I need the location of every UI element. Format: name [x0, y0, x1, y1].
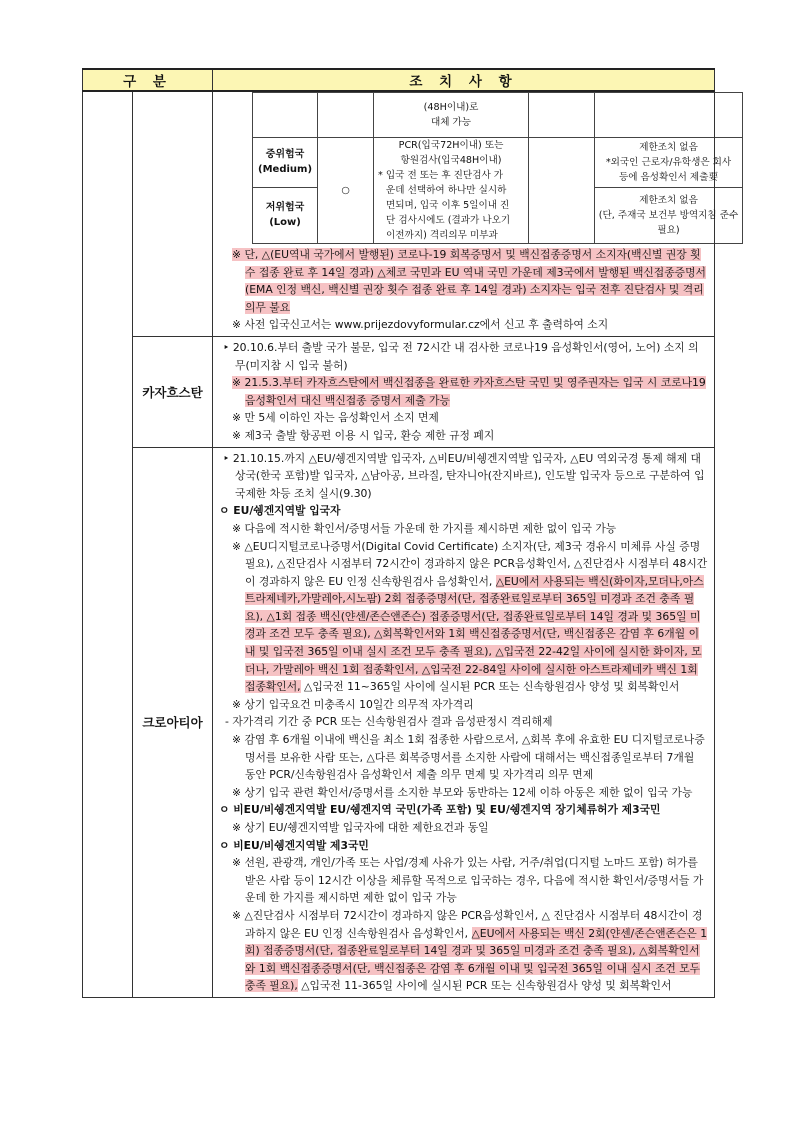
kazakhstan-name: 카자흐스탄 — [133, 336, 213, 447]
croatia-sec2-title: ㅇ 비EU/비쉥겐지역발 EU/쉥겐지역 국민(가족 포함) 및 EU/쉥겐지역 장기체류허가 제3국민 — [219, 803, 661, 817]
kazakhstan-content — [213, 336, 715, 447]
czech-note-1: ※ 단, △(EU역내 국가에서 발행된) 코로나-19 회복증명서 및 백신접종증명서 소지자(백신별 권장 횟수 접종 완료 후 14일 경과) △체코 국민과 EU 역내 국민 가운데 제3국에서 발행된 백신접종증명서(EMA 인정 백신, 백신별 권장 횟수 접종 완료 후 14일 경과) 소지자는 입국 전후 진단검사 및 격리의무 불요 — [232, 248, 706, 314]
risk-row-high — [253, 93, 743, 138]
risk-table — [252, 92, 743, 244]
header-measures: 조 치 사 항 — [213, 69, 715, 91]
croatia-content — [213, 447, 715, 997]
croatia-sec1-note-3-sub: - 자가격리 기간 중 PCR 또는 신속항원검사 결과 음성판정시 격리해제 — [225, 715, 553, 729]
low-risk-label: 저위험국 (Low) — [253, 187, 318, 243]
risk-row-medium — [253, 138, 743, 188]
croatia-name: 크로아티아 — [133, 447, 213, 997]
medium-risk-label: 중위험국 (Medium) — [253, 138, 318, 188]
croatia-intro: ‣ 21.10.15.까지 △EU/쉥겐지역발 입국자, △비EU/비쉥겐지역발 입국자, △EU 역외국경 통제 해제 대상국(한국 포함)발 입국자, △남아공, 브라질, 탄자니아(잔지바르), 인도발 입국자 등으로 구분하여 입국제한 차등 조치 실시(9.30) — [223, 451, 705, 500]
croatia-sec3-note-1: ※ 선원, 관광객, 개인/가족 또는 사업/경제 사유가 있는 사람, 거주/취업(디지털 노마드 포함) 허가를 받은 사람 등이 12시간 이상을 체류할 목적으로 입국하는 경우, 다음에 적시한 확인서/증명서들 가운데 한 가지를 제시하면 제한 없이 입국 가능 — [232, 856, 704, 905]
header-category: 구 분 — [83, 69, 213, 91]
medium-measure: 제한조치 없음 *외국인 근로자/유학생은 회사 등에 음성확인서 제출要 — [595, 138, 743, 188]
kazakhstan-item-2: ※ 21.5.3.부터 카자흐스탄에서 백신접종을 완료한 카자흐스탄 국민 및 영주권자는 입국 시 코로나19 음성확인서 대신 백신접종 증명서 제출 가능 — [232, 376, 706, 407]
czech-note-2: ※ 사전 입국신고서는 www.prijezdovyformular.cz에서 신고 후 출력하여 소지 — [232, 318, 609, 332]
high-test-text: (48H이내)로 대체 가능 — [374, 93, 529, 138]
page — [82, 68, 739, 998]
test-requirement: PCR(입국72H이내) 또는 항원검사(입국48H이내) * 입국 전 또는 후 진단검사 가 운데 선택하여 하나만 실시하 면되며, 입국 이후 5일이내 진 단 검사시에도 (결과가 나오기 이전까지) 격리의무 미부과 — [374, 138, 529, 244]
croatia-sec1-note-1: ※ 다음에 적시한 확인서/증명서들 가운데 한 가지를 제시하면 제한 없이 입국 가능 — [232, 521, 617, 535]
kazakhstan-item-3: ※ 만 5세 이하인 자는 음성확인서 소지 면제 — [232, 411, 439, 425]
region-cell — [83, 91, 133, 997]
croatia-row — [83, 447, 715, 997]
czech-row — [83, 91, 715, 336]
croatia-sec1-note-3: ※ 상기 입국요건 미충족시 10일간 의무적 자가격리 — [232, 697, 474, 711]
croatia-sec3-note-2: ※ △진단검사 시점부터 72시간이 경과하지 않은 PCR음성확인서, △ 진단검사 시점부터 48시간이 경과하지 않은 EU 인정 신속항원검사 음성확인서, △EU에서 사용되는 백신 2회(얀센/존슨앤존슨은 1회) 접종증명서(단, 접종완료일로부터 14일 경과 및 365일 미경과 조건 충족 필요), △회복확인서와 1회 백신접종증명서(단, 백신접종은 감염 후 6개월 이내 및 입국전 365일 이내 실시 조건 모두 충족 필요), △입국전 11-365일 사이에 실시된 PCR 또는 신속항원검사 양성 및 회복확인서 — [232, 908, 708, 993]
croatia-sec1-note-2: ※ △EU디지털코로나증명서(Digital Covid Certificate) 소지자(단, 제3국 경유시 미체류 사실 증명 필요), △진단검사 시점부터 72시간이 경과하지 않은 PCR음성확인서, △진단검사 시점부터 48시간이 경과하지 않은 EU 인정 신속항원검사 음성확인서, △EU에서 사용되는 백신(화이자,모더나,아스트라제네카,가말레아,시노팜) 2회 접종증명서(단, 접종완료일로부터 365일 미경과 조건 충족 필요), △1회 접종 백신(얀센/존슨앤존슨) 접종증명서(단, 접종완료일로부터 14일 경과 및 365일 미경과 조건 모두 충족 필요), △회복확인서와 1회 백신접종증명서(단, 백신접종은 감염 후 6개월 이내 및 입국전 365일 이내 실시 조건 모두 충족 필요), △입국전 22-42일 사이에 실시한 화이자, 모더나, 가말레아 백신 1회 접종확인서, △입국전 22-84일 사이에 실시한 아스트라제네카 백신 1회 접종확인서, △입국전 11~365일 사이에 실시된 PCR 또는 신속항원검사 양성 및 회복확인서 — [232, 539, 708, 694]
kazakhstan-item-1: ‣ 20.10.6.부터 출발 국가 불문, 입국 전 72시간 내 검사한 코로나19 음성확인서(영어, 노어) 소지 의무(미지참 시 입국 불허) — [223, 340, 699, 372]
table-header-row — [83, 69, 715, 91]
kazakhstan-row — [83, 336, 715, 447]
czech-content — [213, 91, 739, 336]
croatia-sec1-note-4: ※ 감염 후 6개월 이내에 백신을 최소 1회 접종한 사람으로서, △회복 후에 유효한 EU 디지털코로나증명서를 보유한 사람 또는, △다른 회복증명서를 소지한 사람에 대해서는 백신접종일로부터 7개월 동안 PCR/신속항원검사 음성확인서 제출 의무 면제 및 자가격리 의무 면제 — [232, 733, 705, 782]
croatia-sec1-title: ㅇ EU/쉥겐지역발 입국자 — [219, 504, 341, 518]
kazakhstan-item-4: ※ 제3국 출발 항공편 이용 시 입국, 환승 제한 규정 폐지 — [232, 428, 495, 442]
czech-name-cell — [133, 91, 213, 336]
croatia-sec2-note-1: ※ 상기 EU/쉥겐지역발 입국자에 대한 제한요건과 동일 — [232, 821, 489, 834]
test-mark: ○ — [318, 138, 374, 244]
croatia-sec1-note-5: ※ 상기 입국 관련 확인서/증명서를 소지한 부모와 동반하는 12세 이하 아동은 제한 없이 입국 가능 — [232, 785, 693, 799]
croatia-sec3-title: ㅇ 비EU/비쉥겐지역발 제3국민 — [219, 838, 369, 852]
low-measure: 제한조치 없음 (단, 주재국 보건부 방역지침 준수 필요) — [595, 187, 743, 243]
measures-table — [82, 68, 739, 998]
